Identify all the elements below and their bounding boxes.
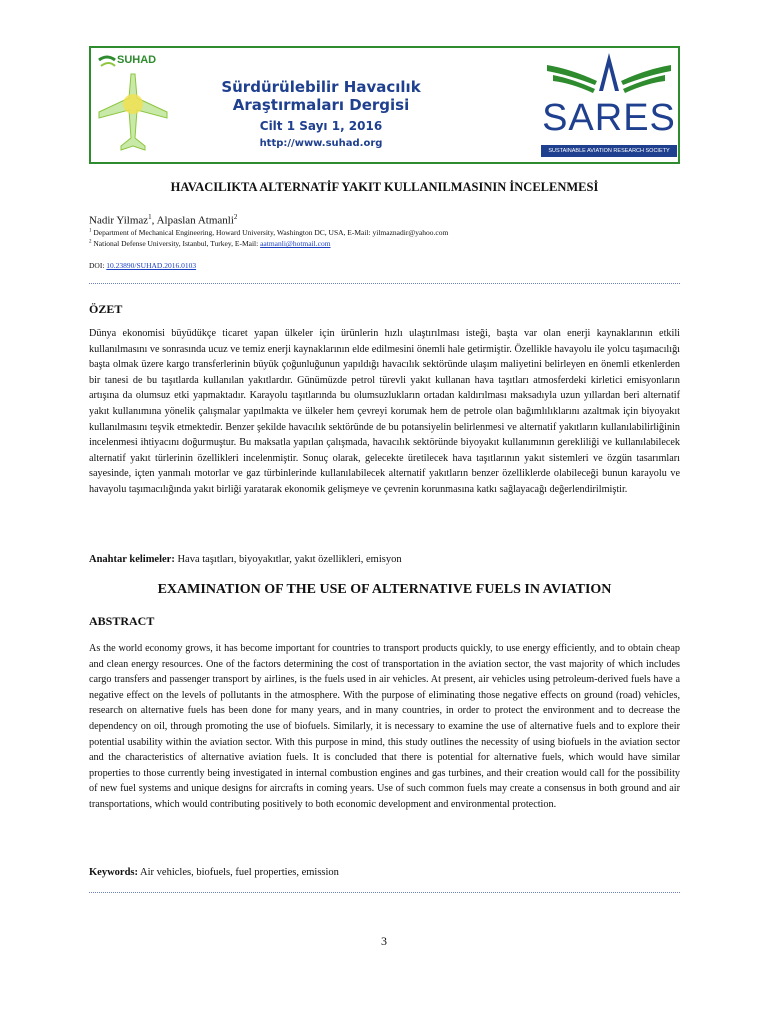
journal-info [171,78,471,149]
affiliation-2 [89,239,331,248]
journal-title: Sürdürülebilir Havacılık Araştırmaları Dergisi [221,78,421,114]
paper-title-turkish: HAVACILIKTA ALTERNATİF YAKIT KULLANILMASININ İNCELENMESİ [170,180,599,194]
author-list [89,213,237,227]
ozet-heading: ÖZET [89,302,123,316]
abstract-heading: ABSTRACT [89,614,155,628]
author-separator: , [151,214,157,227]
page-number: 3 [381,934,387,948]
ozet-keywords [89,554,402,565]
doi [89,261,196,270]
author-name: Alpaslan Atmanli [156,214,234,227]
affiliation-mark: 2 [89,239,92,245]
keywords-text: Hava taşıtları, biyoyakıtlar, yakıt özellikleri, emisyon [174,554,402,565]
wings-icon [541,51,677,99]
journal-url[interactable]: http://www.suhad.org [259,138,383,149]
abstract-keywords [89,867,339,878]
suhad-logo-text: SUHAD [117,54,157,66]
author-affiliation-mark: 1 [148,213,152,221]
doi-label: DOI: [89,261,107,270]
journal-banner [89,46,680,164]
affiliation-text: National Defense University, Istanbul, Turkey, E-Mail: [93,239,261,248]
ozet-text: Dünya ekonomisi büyüdükçe ticaret yapan ülkeler için ürünlerin hızlı ulaştırılması isteği, başta var olan enerji kaynaklarının etkili kullanılmasını ve sonrasında ucuz ve temiz enerji kaynaklarının elde edilmesini önemli hale getirmiştir. Özellikle havayolu ile yolcu taşımacılığı başta olmak üzere kargo transferlerinin büyük çoğunluğunun yapıldığı havacılık sektöründe ulaşım maliyetini belirleyen en önemli etkenlerden bir tanesi de bu taşıtlarda kullanılan yakıtlardır. Günümüzde petrol türevli yakıt kullanan hava taşıtları atmosferdeki kirletici emisyonların artışına da olumsuz etki yapmaktadır. Karayolu taşıtlarında bu olumsuzlukların ortadan kaldırılması maksadıyla uzun yıllardan beri alternatif yakıt kullanımına yönelik çalışmalar yapılmakta ve ülkeler hem çevreyi korumak hem de petrole olan bağımlılıklarını azaltmak için biyoyakıt kullanılmasını teşvik etmektedir. Benzer şekilde havacılık sektöründe de bu potansiyelin belirlenmesi ve alternatif yakıtların kullanılabilirliğinin incelenmesi ihtiyacını doğurmuştur. Bu maksatla yapılan çalışmada, havacılık sektöründe biyoyakıt kullanımının gerekliliği ve kullanılabilecek alternatif yakıt türlerinin özellikleri incelenmiştir. Sonuç olarak, gelecekte üretilecek hava taşıtlarının yakıt sistemleri ve özgün tasarımları sayesinde, içten yanmalı motorlar ve gaz türbinlerinde kullanılabilecek alternatif yakıtların benzer özelliklerde olabileceği bunun karayolu ve havayolu taşımacılığında yakıt birliği yaratarak ekonomik gelişmeye ve çevrenin korunmasına katkı sağlayacağı değerlendirilmiştir. [89,328,680,495]
affiliation-1 [89,228,448,237]
keywords-label: Keywords: [89,867,138,878]
author-name: Nadir Yilmaz [89,214,149,227]
journal-issue: Cilt 1 Sayı 1, 2016 [259,119,383,133]
abstract-text: As the world economy grows, it has become important for countries to transport products quickly, to use energy efficiently, and to obtain cheap and clean energy resources. One of the factors determining the cost of transportation in the aviation sector, the vast majority of which includes cargo transfers and passenger transport by airlines, is the fuels used in air vehicles. At present, air vehicles using petroleum-derived fuels have a negative effect on the levels of pollutants in the atmosphere. With the purpose of eliminating those negative effects on ground (road) vehicles, research on alternative fuels has been done for many years, and in many countries, in order to protect the environment and to decrease the dependency on oil, through promoting the use of biofuels. Similarly, it is necessary to examine the use of alternative fuels and to explore their potential usability within the aviation sector. With this purpose in mind, this study outlines the necessity of using biofuels in the aviation sector and the characteristics of alternative aviation fuels. It is concluded that there is potential for alternative fuels, which would have similar properties to those currently being investigated in internal combustion engines and gas turbines, and their creation would call for the possibility of new fuel systems and unique designs for aircrafts in coming years. Use of such common fuels may create a consensus in both ground and air transportations, which would contributing positively to both economic development and environmental protection. [89,643,680,810]
affiliation-mark: 1 [89,228,92,234]
keywords-label: Anahtar kelimeler: [89,554,175,565]
author-affiliation-mark: 2 [233,213,238,221]
doi-link[interactable]: 10.23890/SUHAD.2016.0103 [106,261,197,270]
sares-logo [541,51,677,161]
sares-logo-text: SARES [542,97,676,139]
divider [89,892,680,893]
airplane-leaf-icon [95,54,171,160]
keywords-text: Air vehicles, biofuels, fuel properties, emission [138,867,339,878]
email-link[interactable]: aatmanli@hotmail.com [260,239,331,248]
paper-title-english: EXAMINATION OF THE USE OF ALTERNATIVE FUELS IN AVIATION [157,582,612,597]
sares-logo-subtitle: SUSTAINABLE AVIATION RESEARCH SOCIETY [541,145,677,157]
suhad-logo [95,54,171,160]
affiliation-text: Department of Mechanical Engineering, Howard University, Washington DC, USA, E-Mail: yilmaznadir@yahoo.com [93,228,449,237]
divider [89,283,680,284]
